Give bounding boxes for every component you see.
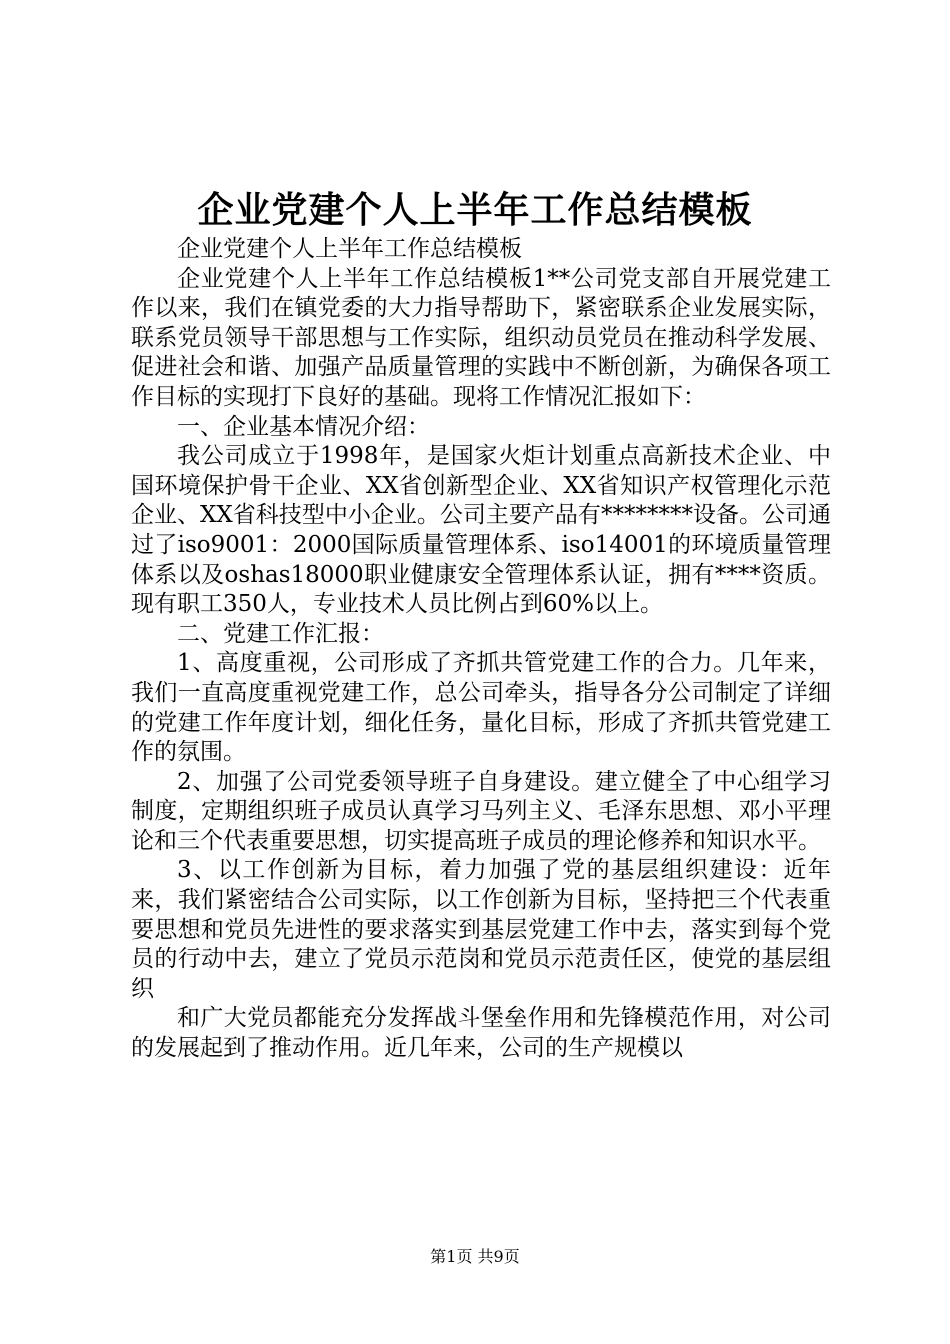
section-heading-2: 二、党建工作汇报：: [177, 620, 384, 647]
paragraph-intro: 企业党建个人上半年工作总结模板1**公司党支部自开展党建工作以来，我们在镇党委的大力指导帮助下，紧密联系企业发展实际，联系党员领导干部思想与工作实际，组织动员党员在推动科学发展、促进社会和谐、加强产品质量管理的实践中不断创新，为确保各项工作目标的实现打下良好的基础。现将工作情况汇报如下：: [131, 265, 831, 410]
paragraph-company-info: 我公司成立于1998年，是国家火炬计划重点高新技术企业、中国环境保护骨干企业、XX省创新型企业、XX省知识产权管理化示范企业、XX省科技型中小企业。公司主要产品有********设备。公司通过了iso9001：2000国际质量管理体系、iso14001的环境质量管理体系以及oshas18000职业健康安全管理体系认证，拥有****资质。现有职工350人，专业技术人员比例占到60%以上。: [131, 443, 831, 618]
section-heading-1: 一、企业基本情况介绍：: [177, 413, 430, 440]
paragraph-item-1: 1、高度重视，公司形成了齐抓共管党建工作的合力。几年来，我们一直高度重视党建工作，总公司牵头，指导各分公司制定了详细的党建工作年度计划，细化任务，量化目标，形成了齐抓共管党建工作的氛围。: [131, 650, 831, 766]
paragraph-item-2: 2、加强了公司党委领导班子自身建设。建立健全了中心组学习制度，定期组织班子成员认真学习马列主义、毛泽东思想、邓小平理论和三个代表重要思想，切实提高班子成员的理论修养和知识水平。: [131, 768, 831, 854]
document-title: 企业党建个人上半年工作总结模板: [197, 189, 753, 231]
page-footer: 第1页 共9页: [430, 1247, 520, 1266]
document-body: [131, 235, 831, 1064]
paragraph-item-3: 3、以工作创新为目标，着力加强了党的基层组织建设：近年来，我们紧密结合公司实际，以工作创新为目标，坚持把三个代表重要思想和党员先进性的要求落实到基层党建工作中去，落实到每个党员的行动中去，建立了党员示范岗和党员示范责任区，使党的基层组织: [131, 857, 831, 1002]
paragraph-subtitle: 企业党建个人上半年工作总结模板: [177, 236, 522, 262]
paragraph-continuation: 和广大党员都能充分发挥战斗堡垒作用和先锋模范作用，对公司的发展起到了推动作用。近几年来，公司的生产规模以: [131, 1005, 831, 1062]
